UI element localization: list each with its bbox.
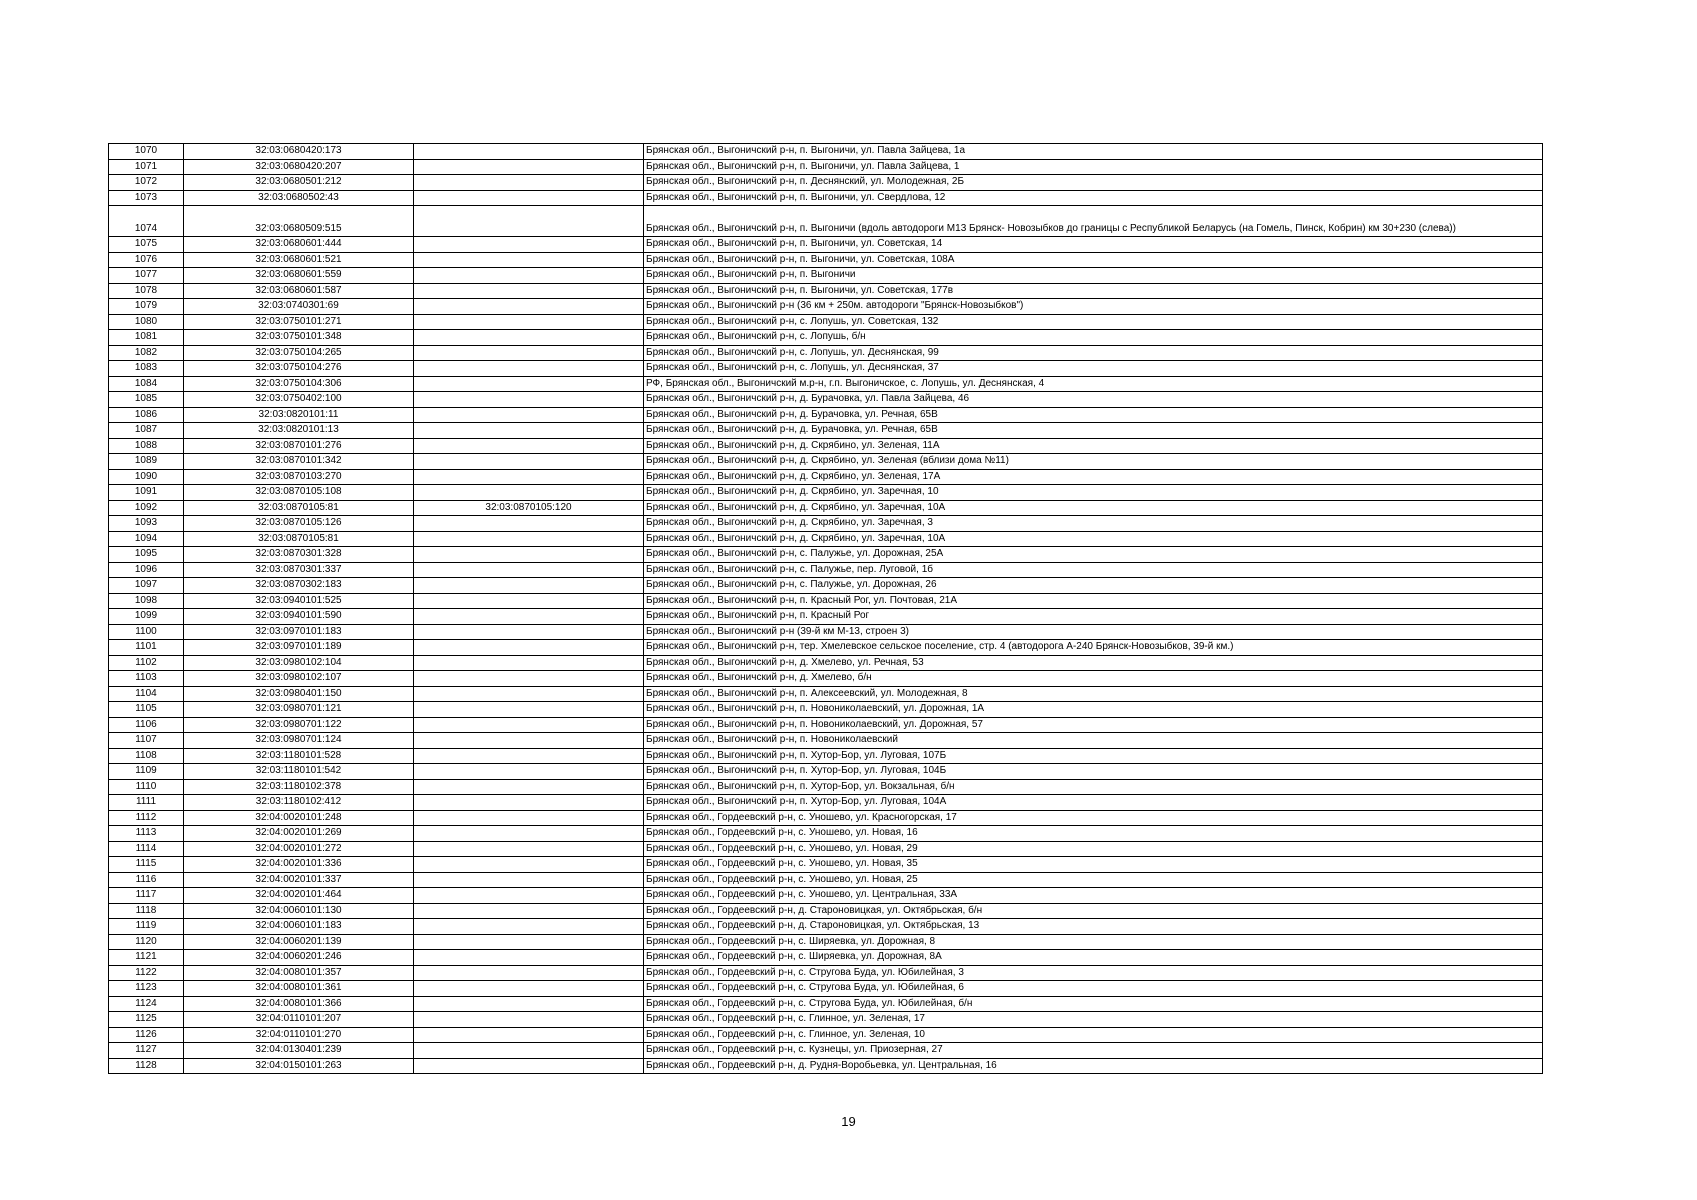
row-number-cell: 1119 bbox=[109, 919, 184, 935]
table-row bbox=[109, 283, 1543, 299]
row-number-cell: 1100 bbox=[109, 624, 184, 640]
row-number-cell: 1125 bbox=[109, 1012, 184, 1028]
previous-number-cell bbox=[414, 717, 644, 733]
previous-number-cell bbox=[414, 485, 644, 501]
row-number-cell: 1114 bbox=[109, 841, 184, 857]
cadastral-number-cell: 32:03:0680420:173 bbox=[184, 144, 414, 160]
table-row bbox=[109, 717, 1543, 733]
previous-number-cell bbox=[414, 857, 644, 873]
table-row bbox=[109, 779, 1543, 795]
row-number-cell: 1077 bbox=[109, 268, 184, 284]
row-number-cell: 1109 bbox=[109, 764, 184, 780]
cadastral-number-cell: 32:03:0980401:150 bbox=[184, 686, 414, 702]
table-row bbox=[109, 950, 1543, 966]
table-row bbox=[109, 345, 1543, 361]
row-number-cell: 1101 bbox=[109, 640, 184, 656]
cadastral-number-cell: 32:03:0750101:348 bbox=[184, 330, 414, 346]
row-number-cell: 1085 bbox=[109, 392, 184, 408]
address-cell: Брянская обл., Выгоничский р-н, п. Выгоничи, ул. Свердлова, 12 bbox=[644, 190, 1543, 206]
cadastral-number-cell: 32:03:0980102:104 bbox=[184, 655, 414, 671]
row-number-cell: 1086 bbox=[109, 407, 184, 423]
table-row bbox=[109, 516, 1543, 532]
table-row bbox=[109, 469, 1543, 485]
table-row bbox=[109, 841, 1543, 857]
table-row bbox=[109, 888, 1543, 904]
row-number-cell: 1122 bbox=[109, 965, 184, 981]
cadastral-number-cell: 32:03:0820101:13 bbox=[184, 423, 414, 439]
previous-number-cell bbox=[414, 888, 644, 904]
table-row bbox=[109, 919, 1543, 935]
previous-number-cell bbox=[414, 376, 644, 392]
table-row bbox=[109, 872, 1543, 888]
address-cell: Брянская обл., Выгоничский р-н, п. Алексеевский, ул. Молодежная, 8 bbox=[644, 686, 1543, 702]
previous-number-cell bbox=[414, 392, 644, 408]
table-row bbox=[109, 857, 1543, 873]
previous-number-cell bbox=[414, 237, 644, 253]
address-cell: Брянская обл., Выгоничский р-н, п. Хутор-Бор, ул. Вокзальная, б/н bbox=[644, 779, 1543, 795]
cadastral-number-cell: 32:03:0680601:521 bbox=[184, 252, 414, 268]
address-cell: Брянская обл., Гордеевский р-н, с. Ширяевка, ул. Дорожная, 8А bbox=[644, 950, 1543, 966]
row-number-cell: 1094 bbox=[109, 531, 184, 547]
table-row bbox=[109, 733, 1543, 749]
row-number-cell: 1104 bbox=[109, 686, 184, 702]
address-cell: Брянская обл., Гордеевский р-н, с. Глинное, ул. Зеленая, 17 bbox=[644, 1012, 1543, 1028]
row-number-cell: 1093 bbox=[109, 516, 184, 532]
previous-number-cell bbox=[414, 919, 644, 935]
row-number-cell: 1116 bbox=[109, 872, 184, 888]
cadastral-number-cell: 32:04:0060101:130 bbox=[184, 903, 414, 919]
row-number-cell: 1102 bbox=[109, 655, 184, 671]
previous-number-cell bbox=[414, 640, 644, 656]
address-cell: Брянская обл., Выгоничский р-н (39-й км М-13, строен 3) bbox=[644, 624, 1543, 640]
address-cell: Брянская обл., Выгоничский р-н, п. Выгоничи, ул. Павла Зайцева, 1 bbox=[644, 159, 1543, 175]
row-number-cell: 1097 bbox=[109, 578, 184, 594]
row-number-cell: 1084 bbox=[109, 376, 184, 392]
address-cell: Брянская обл., Гордеевский р-н, д. Староновицкая, ул. Октябрьская, 13 bbox=[644, 919, 1543, 935]
cadastral-number-cell: 32:03:1180101:542 bbox=[184, 764, 414, 780]
previous-number-cell bbox=[414, 934, 644, 950]
address-cell: Брянская обл., Выгоничский р-н, п. Новониколаевский bbox=[644, 733, 1543, 749]
address-cell: Брянская обл., Выгоничский р-н, п. Выгоничи, ул. Павла Зайцева, 1а bbox=[644, 144, 1543, 160]
address-cell: Брянская обл., Выгоничский р-н, д. Скрябино, ул. Заречная, 10 bbox=[644, 485, 1543, 501]
address-cell: Брянская обл., Гордеевский р-н, с. Стругова Буда, ул. Юбилейная, 3 bbox=[644, 965, 1543, 981]
cadastral-number-cell: 32:04:0020101:337 bbox=[184, 872, 414, 888]
address-cell: Брянская обл., Выгоничский р-н, п. Новониколаевский, ул. Дорожная, 1А bbox=[644, 702, 1543, 718]
address-cell: Брянская обл., Выгоничский р-н, п. Выгоничи, ул. Советская, 14 bbox=[644, 237, 1543, 253]
row-number-cell: 1071 bbox=[109, 159, 184, 175]
row-number-cell: 1103 bbox=[109, 671, 184, 687]
row-number-cell: 1074 bbox=[109, 206, 184, 237]
cadastral-number-cell: 32:03:0680420:207 bbox=[184, 159, 414, 175]
previous-number-cell bbox=[414, 965, 644, 981]
cadastral-number-cell: 32:04:0020101:272 bbox=[184, 841, 414, 857]
previous-number-cell bbox=[414, 748, 644, 764]
table-row bbox=[109, 438, 1543, 454]
address-cell: Брянская обл., Выгоничский р-н, с. Лопушь, ул. Деснянская, 37 bbox=[644, 361, 1543, 377]
previous-number-cell bbox=[414, 1058, 644, 1074]
previous-number-cell bbox=[414, 144, 644, 160]
table-row bbox=[109, 423, 1543, 439]
previous-number-cell bbox=[414, 1012, 644, 1028]
row-number-cell: 1126 bbox=[109, 1027, 184, 1043]
previous-number-cell bbox=[414, 516, 644, 532]
table-row bbox=[109, 330, 1543, 346]
previous-number-cell bbox=[414, 159, 644, 175]
cadastral-number-cell: 32:03:1180102:378 bbox=[184, 779, 414, 795]
cadastral-number-cell: 32:03:1180101:528 bbox=[184, 748, 414, 764]
cadastral-number-cell: 32:04:0080101:361 bbox=[184, 981, 414, 997]
row-number-cell: 1083 bbox=[109, 361, 184, 377]
previous-number-cell bbox=[414, 454, 644, 470]
address-cell: Брянская обл., Выгоничский р-н, с. Палужье, пер. Луговой, 1б bbox=[644, 562, 1543, 578]
previous-number-cell bbox=[414, 841, 644, 857]
address-cell: Брянская обл., Гордеевский р-н, с. Уношево, ул. Новая, 25 bbox=[644, 872, 1543, 888]
address-cell: Брянская обл., Выгоничский р-н, п. Выгоничи bbox=[644, 268, 1543, 284]
address-cell: Брянская обл., Выгоничский р-н, п. Хутор-Бор, ул. Луговая, 104Б bbox=[644, 764, 1543, 780]
address-cell: Брянская обл., Гордеевский р-н, д. Рудня-Воробьевка, ул. Центральная, 16 bbox=[644, 1058, 1543, 1074]
cadastral-number-cell: 32:03:1180102:412 bbox=[184, 795, 414, 811]
row-number-cell: 1105 bbox=[109, 702, 184, 718]
previous-number-cell bbox=[414, 268, 644, 284]
address-cell: Брянская обл., Выгоничский р-н, с. Лопушь, б/н bbox=[644, 330, 1543, 346]
previous-number-cell bbox=[414, 423, 644, 439]
address-cell: Брянская обл., Гордеевский р-н, с. Уношево, ул. Новая, 16 bbox=[644, 826, 1543, 842]
address-cell: Брянская обл., Гордеевский р-н, д. Староновицкая, ул. Октябрьская, б/н bbox=[644, 903, 1543, 919]
row-number-cell: 1127 bbox=[109, 1043, 184, 1059]
row-number-cell: 1070 bbox=[109, 144, 184, 160]
cadastral-number-cell: 32:03:0750104:265 bbox=[184, 345, 414, 361]
row-number-cell: 1106 bbox=[109, 717, 184, 733]
address-cell: Брянская обл., Выгоничский р-н, п. Выгоничи, ул. Советская, 108А bbox=[644, 252, 1543, 268]
previous-number-cell bbox=[414, 299, 644, 315]
cadastral-number-cell: 32:04:0020101:248 bbox=[184, 810, 414, 826]
address-cell: Брянская обл., Выгоничский р-н, д. Скрябино, ул. Заречная, 3 bbox=[644, 516, 1543, 532]
cadastral-number-cell: 32:03:0680601:559 bbox=[184, 268, 414, 284]
previous-number-cell bbox=[414, 702, 644, 718]
row-number-cell: 1121 bbox=[109, 950, 184, 966]
row-number-cell: 1090 bbox=[109, 469, 184, 485]
address-cell: Брянская обл., Выгоничский р-н, д. Бурачовка, ул. Павла Зайцева, 46 bbox=[644, 392, 1543, 408]
address-cell: Брянская обл., Гордеевский р-н, с. Кузнецы, ул. Приозерная, 27 bbox=[644, 1043, 1543, 1059]
table-row bbox=[109, 144, 1543, 160]
table-row bbox=[109, 237, 1543, 253]
cadastral-number-cell: 32:03:0980701:121 bbox=[184, 702, 414, 718]
table-row bbox=[109, 826, 1543, 842]
row-number-cell: 1099 bbox=[109, 609, 184, 625]
address-cell: Брянская обл., Выгоничский р-н, п. Деснянский, ул. Молодежная, 2Б bbox=[644, 175, 1543, 191]
table-row bbox=[109, 702, 1543, 718]
address-cell: Брянская обл., Гордеевский р-н, с. Уношево, ул. Красногорская, 17 bbox=[644, 810, 1543, 826]
row-number-cell: 1108 bbox=[109, 748, 184, 764]
previous-number-cell bbox=[414, 562, 644, 578]
row-number-cell: 1092 bbox=[109, 500, 184, 516]
previous-number-cell bbox=[414, 609, 644, 625]
address-cell: Брянская обл., Выгоничский р-н, с. Палужье, ул. Дорожная, 26 bbox=[644, 578, 1543, 594]
previous-number-cell bbox=[414, 314, 644, 330]
cadastral-number-cell: 32:04:0150101:263 bbox=[184, 1058, 414, 1074]
table-row bbox=[109, 314, 1543, 330]
cadastral-number-cell: 32:03:0980701:122 bbox=[184, 717, 414, 733]
previous-number-cell bbox=[414, 1043, 644, 1059]
row-number-cell: 1095 bbox=[109, 547, 184, 563]
cadastral-number-cell: 32:03:0870301:337 bbox=[184, 562, 414, 578]
address-cell: Брянская обл., Выгоничский р-н, с. Палужье, ул. Дорожная, 25А bbox=[644, 547, 1543, 563]
row-number-cell: 1078 bbox=[109, 283, 184, 299]
table-row bbox=[109, 376, 1543, 392]
previous-number-cell bbox=[414, 795, 644, 811]
previous-number-cell bbox=[414, 624, 644, 640]
table-row bbox=[109, 392, 1543, 408]
previous-number-cell bbox=[414, 981, 644, 997]
address-cell: Брянская обл., Выгоничский р-н, д. Скрябино, ул. Заречная, 10А bbox=[644, 531, 1543, 547]
previous-number-cell bbox=[414, 950, 644, 966]
address-cell: Брянская обл., Выгоничский р-н, п. Выгоничи (вдоль автодороги М13 Брянск- Новозыбков до границы с Республикой Беларусь (на Гомель, Пинск, Кобрин) км 30+230 (слева)) bbox=[644, 206, 1543, 237]
cadastral-number-cell: 32:04:0020101:464 bbox=[184, 888, 414, 904]
table-row bbox=[109, 1012, 1543, 1028]
table-row bbox=[109, 810, 1543, 826]
table-row bbox=[109, 795, 1543, 811]
row-number-cell: 1120 bbox=[109, 934, 184, 950]
cadastral-number-cell: 32:03:0870103:270 bbox=[184, 469, 414, 485]
row-number-cell: 1089 bbox=[109, 454, 184, 470]
row-number-cell: 1082 bbox=[109, 345, 184, 361]
table-row bbox=[109, 252, 1543, 268]
previous-number-cell bbox=[414, 175, 644, 191]
cadastral-number-cell: 32:03:0680509:515 bbox=[184, 206, 414, 237]
table-row bbox=[109, 361, 1543, 377]
cadastral-number-cell: 32:03:0750402:100 bbox=[184, 392, 414, 408]
cadastral-number-cell: 32:03:0820101:11 bbox=[184, 407, 414, 423]
cadastral-number-cell: 32:04:0110101:207 bbox=[184, 1012, 414, 1028]
row-number-cell: 1112 bbox=[109, 810, 184, 826]
row-number-cell: 1128 bbox=[109, 1058, 184, 1074]
previous-number-cell bbox=[414, 361, 644, 377]
previous-number-cell bbox=[414, 469, 644, 485]
previous-number-cell bbox=[414, 252, 644, 268]
address-cell: Брянская обл., Выгоничский р-н, д. Скрябино, ул. Заречная, 10А bbox=[644, 500, 1543, 516]
row-number-cell: 1118 bbox=[109, 903, 184, 919]
address-cell: Брянская обл., Выгоничский р-н, д. Скрябино, ул. Зеленая (вблизи дома №11) bbox=[644, 454, 1543, 470]
registry-table bbox=[108, 143, 1543, 1074]
table-row bbox=[109, 1058, 1543, 1074]
previous-number-cell bbox=[414, 578, 644, 594]
cadastral-number-cell: 32:03:0870302:183 bbox=[184, 578, 414, 594]
cadastral-number-cell: 32:04:0020101:269 bbox=[184, 826, 414, 842]
row-number-cell: 1079 bbox=[109, 299, 184, 315]
cadastral-number-cell: 32:03:0980102:107 bbox=[184, 671, 414, 687]
address-cell: Брянская обл., Гордеевский р-н, с. Уношево, ул. Новая, 35 bbox=[644, 857, 1543, 873]
cadastral-number-cell: 32:03:0870301:328 bbox=[184, 547, 414, 563]
table-row bbox=[109, 268, 1543, 284]
previous-number-cell bbox=[414, 826, 644, 842]
table-row bbox=[109, 764, 1543, 780]
address-cell: Брянская обл., Выгоничский р-н, п. Хутор-Бор, ул. Луговая, 104А bbox=[644, 795, 1543, 811]
table-row bbox=[109, 934, 1543, 950]
table-row bbox=[109, 655, 1543, 671]
cadastral-number-cell: 32:04:0080101:366 bbox=[184, 996, 414, 1012]
previous-number-cell bbox=[414, 779, 644, 795]
address-cell: Брянская обл., Выгоничский р-н, с. Лопушь, ул. Деснянская, 99 bbox=[644, 345, 1543, 361]
table-row bbox=[109, 624, 1543, 640]
cadastral-number-cell: 32:03:0870105:108 bbox=[184, 485, 414, 501]
address-cell: Брянская обл., Выгоничский р-н, п. Выгоничи, ул. Советская, 177в bbox=[644, 283, 1543, 299]
cadastral-number-cell: 32:03:0680501:212 bbox=[184, 175, 414, 191]
address-cell: Брянская обл., Выгоничский р-н, п. Новониколаевский, ул. Дорожная, 57 bbox=[644, 717, 1543, 733]
cadastral-number-cell: 32:03:0740301:69 bbox=[184, 299, 414, 315]
previous-number-cell bbox=[414, 1027, 644, 1043]
address-cell: Брянская обл., Гордеевский р-н, с. Уношево, ул. Центральная, 33А bbox=[644, 888, 1543, 904]
cadastral-number-cell: 32:04:0020101:336 bbox=[184, 857, 414, 873]
previous-number-cell bbox=[414, 531, 644, 547]
previous-number-cell bbox=[414, 593, 644, 609]
table-row bbox=[109, 609, 1543, 625]
address-cell: Брянская обл., Гордеевский р-н, с. Глинное, ул. Зеленая, 10 bbox=[644, 1027, 1543, 1043]
address-cell: Брянская обл., Гордеевский р-н, с. Стругова Буда, ул. Юбилейная, б/н bbox=[644, 996, 1543, 1012]
cadastral-number-cell: 32:04:0060201:246 bbox=[184, 950, 414, 966]
address-cell: Брянская обл., Гордеевский р-н, с. Стругова Буда, ул. Юбилейная, 6 bbox=[644, 981, 1543, 997]
previous-number-cell bbox=[414, 872, 644, 888]
cadastral-number-cell: 32:03:0870105:126 bbox=[184, 516, 414, 532]
row-number-cell: 1075 bbox=[109, 237, 184, 253]
row-number-cell: 1111 bbox=[109, 795, 184, 811]
table-row bbox=[109, 965, 1543, 981]
row-number-cell: 1091 bbox=[109, 485, 184, 501]
row-number-cell: 1107 bbox=[109, 733, 184, 749]
table-row bbox=[109, 593, 1543, 609]
address-cell: РФ, Брянская обл., Выгоничский м.р-н, г.п. Выгоничское, с. Лопушь, ул. Деснянская, 4 bbox=[644, 376, 1543, 392]
row-number-cell: 1124 bbox=[109, 996, 184, 1012]
row-number-cell: 1123 bbox=[109, 981, 184, 997]
cadastral-number-cell: 32:03:0980701:124 bbox=[184, 733, 414, 749]
cadastral-number-cell: 32:03:0870105:81 bbox=[184, 500, 414, 516]
previous-number-cell bbox=[414, 903, 644, 919]
previous-number-cell bbox=[414, 996, 644, 1012]
table-row bbox=[109, 671, 1543, 687]
cadastral-number-cell: 32:03:0870101:276 bbox=[184, 438, 414, 454]
registry-table-body bbox=[109, 144, 1543, 1074]
cadastral-number-cell: 32:03:0750104:276 bbox=[184, 361, 414, 377]
address-cell: Брянская обл., Выгоничский р-н, д. Бурачовка, ул. Речная, 65В bbox=[644, 423, 1543, 439]
row-number-cell: 1115 bbox=[109, 857, 184, 873]
cadastral-number-cell: 32:03:0970101:183 bbox=[184, 624, 414, 640]
address-cell: Брянская обл., Выгоничский р-н, д. Хмелево, ул. Речная, 53 bbox=[644, 655, 1543, 671]
address-cell: Брянская обл., Гордеевский р-н, с. Ширяевка, ул. Дорожная, 8 bbox=[644, 934, 1543, 950]
row-number-cell: 1098 bbox=[109, 593, 184, 609]
row-number-cell: 1072 bbox=[109, 175, 184, 191]
table-row bbox=[109, 686, 1543, 702]
row-number-cell: 1096 bbox=[109, 562, 184, 578]
address-cell: Брянская обл., Гордеевский р-н, с. Уношево, ул. Новая, 29 bbox=[644, 841, 1543, 857]
previous-number-cell bbox=[414, 438, 644, 454]
row-number-cell: 1088 bbox=[109, 438, 184, 454]
table-row bbox=[109, 454, 1543, 470]
cadastral-number-cell: 32:04:0110101:270 bbox=[184, 1027, 414, 1043]
previous-number-cell bbox=[414, 810, 644, 826]
table-row bbox=[109, 547, 1543, 563]
cadastral-number-cell: 32:04:0130401:239 bbox=[184, 1043, 414, 1059]
row-number-cell: 1073 bbox=[109, 190, 184, 206]
previous-number-cell bbox=[414, 655, 644, 671]
table-row bbox=[109, 903, 1543, 919]
cadastral-number-cell: 32:04:0060101:183 bbox=[184, 919, 414, 935]
previous-number-cell bbox=[414, 686, 644, 702]
row-number-cell: 1113 bbox=[109, 826, 184, 842]
table-row bbox=[109, 1043, 1543, 1059]
cadastral-number-cell: 32:04:0060201:139 bbox=[184, 934, 414, 950]
cadastral-number-cell: 32:03:0750104:306 bbox=[184, 376, 414, 392]
row-number-cell: 1080 bbox=[109, 314, 184, 330]
address-cell: Брянская обл., Выгоничский р-н, п. Хутор-Бор, ул. Луговая, 107Б bbox=[644, 748, 1543, 764]
cadastral-number-cell: 32:03:0870105:81 bbox=[184, 531, 414, 547]
previous-number-cell bbox=[414, 764, 644, 780]
cadastral-number-cell: 32:03:0680601:587 bbox=[184, 283, 414, 299]
cadastral-number-cell: 32:03:0680502:43 bbox=[184, 190, 414, 206]
table-row bbox=[109, 175, 1543, 191]
table-row bbox=[109, 299, 1543, 315]
row-number-cell: 1087 bbox=[109, 423, 184, 439]
table-row bbox=[109, 206, 1543, 237]
cadastral-number-cell: 32:03:0870101:342 bbox=[184, 454, 414, 470]
table-row bbox=[109, 996, 1543, 1012]
table-row bbox=[109, 640, 1543, 656]
cadastral-number-cell: 32:03:0680601:444 bbox=[184, 237, 414, 253]
previous-number-cell bbox=[414, 547, 644, 563]
address-cell: Брянская обл., Выгоничский р-н, п. Красный Рог bbox=[644, 609, 1543, 625]
cadastral-number-cell: 32:04:0080101:357 bbox=[184, 965, 414, 981]
address-cell: Брянская обл., Выгоничский р-н, д. Скрябино, ул. Зеленая, 11А bbox=[644, 438, 1543, 454]
cadastral-number-cell: 32:03:0970101:189 bbox=[184, 640, 414, 656]
table-row bbox=[109, 981, 1543, 997]
row-number-cell: 1117 bbox=[109, 888, 184, 904]
address-cell: Брянская обл., Выгоничский р-н, д. Скрябино, ул. Зеленая, 17А bbox=[644, 469, 1543, 485]
previous-number-cell bbox=[414, 345, 644, 361]
address-cell: Брянская обл., Выгоничский р-н, д. Бурачовка, ул. Речная, 65В bbox=[644, 407, 1543, 423]
previous-number-cell bbox=[414, 733, 644, 749]
table-row bbox=[109, 407, 1543, 423]
previous-number-cell bbox=[414, 206, 644, 237]
row-number-cell: 1081 bbox=[109, 330, 184, 346]
address-cell: Брянская обл., Выгоничский р-н, п. Красный Рог, ул. Почтовая, 21А bbox=[644, 593, 1543, 609]
table-row bbox=[109, 531, 1543, 547]
row-number-cell: 1076 bbox=[109, 252, 184, 268]
cadastral-number-cell: 32:03:0940101:590 bbox=[184, 609, 414, 625]
table-row bbox=[109, 748, 1543, 764]
table-row bbox=[109, 190, 1543, 206]
table-row bbox=[109, 578, 1543, 594]
previous-number-cell bbox=[414, 330, 644, 346]
address-cell: Брянская обл., Выгоничский р-н (36 км + 250м. автодороги "Брянск-Новозыбков") bbox=[644, 299, 1543, 315]
table-row bbox=[109, 159, 1543, 175]
page-number: 19 bbox=[841, 1114, 856, 1129]
table-row bbox=[109, 1027, 1543, 1043]
cadastral-number-cell: 32:03:0940101:525 bbox=[184, 593, 414, 609]
previous-number-cell bbox=[414, 190, 644, 206]
previous-number-cell: 32:03:0870105:120 bbox=[414, 500, 644, 516]
table-row bbox=[109, 562, 1543, 578]
previous-number-cell bbox=[414, 407, 644, 423]
table-row bbox=[109, 500, 1543, 516]
address-cell: Брянская обл., Выгоничский р-н, тер. Хмелевское сельское поселение, стр. 4 (автодорога А-240 Брянск-Новозыбков, 39-й км.) bbox=[644, 640, 1543, 656]
previous-number-cell bbox=[414, 283, 644, 299]
cadastral-number-cell: 32:03:0750101:271 bbox=[184, 314, 414, 330]
address-cell: Брянская обл., Выгоничский р-н, д. Хмелево, б/н bbox=[644, 671, 1543, 687]
row-number-cell: 1110 bbox=[109, 779, 184, 795]
address-cell: Брянская обл., Выгоничский р-н, с. Лопушь, ул. Советская, 132 bbox=[644, 314, 1543, 330]
previous-number-cell bbox=[414, 671, 644, 687]
table-row bbox=[109, 485, 1543, 501]
